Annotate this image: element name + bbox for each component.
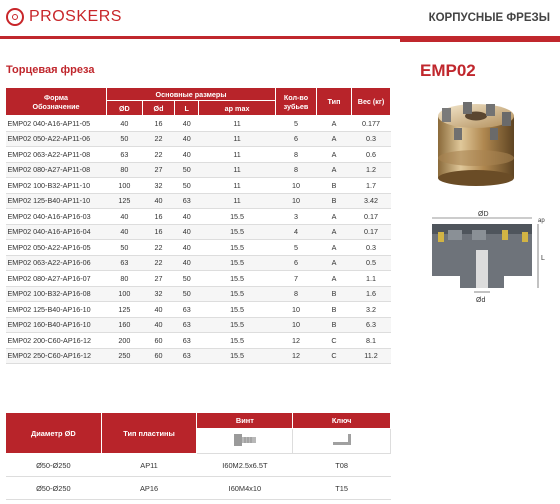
table-cell: 40	[107, 209, 143, 225]
table-cell: 11	[199, 193, 276, 209]
table-cell: 100	[107, 286, 143, 302]
table-cell: 6.3	[352, 317, 391, 333]
table-cell: 10	[276, 317, 317, 333]
table-cell: 15.5	[199, 348, 276, 364]
table-cell: 10	[276, 178, 317, 194]
table-cell: 40	[175, 116, 199, 132]
table-cell: 16	[142, 209, 175, 225]
table-cell: 40	[142, 317, 175, 333]
torx-key-icon	[327, 431, 357, 449]
table-cell: 22	[142, 147, 175, 163]
table-row	[6, 178, 391, 194]
label-d: Ød	[476, 297, 486, 304]
table-cell: 32	[142, 178, 175, 194]
table-row	[6, 286, 391, 302]
table-cell: 40	[142, 302, 175, 318]
table-cell: 15.5	[199, 255, 276, 271]
table-cell: 100	[107, 178, 143, 194]
cell-designation: EMP02 125-B40-AP16-10	[6, 302, 107, 318]
table-cell: A	[317, 240, 352, 256]
table-cell: 16	[142, 116, 175, 132]
table-cell: 50	[107, 131, 143, 147]
table-row	[6, 193, 391, 209]
table-cell: 125	[107, 302, 143, 318]
table-cell: 40	[107, 224, 143, 240]
cell-designation: EMP02 250-C60-AP16-12	[6, 348, 107, 364]
table-cell: 1.2	[352, 162, 391, 178]
table-cell: 40	[107, 116, 143, 132]
table-row	[6, 131, 391, 147]
table-cell: 63	[175, 317, 199, 333]
dimension-drawing	[418, 210, 558, 310]
table-cell: 3.42	[352, 193, 391, 209]
col-screw: Винт	[197, 413, 293, 429]
model-title: EMP02	[420, 61, 476, 80]
page-category: КОРПУСНЫЕ ФРЕЗЫ	[428, 12, 550, 24]
table-cell: B	[317, 178, 352, 194]
table-cell: A	[317, 131, 352, 147]
table-cell: 27	[142, 271, 175, 287]
table-cell: Ø50-Ø250	[6, 454, 102, 477]
table-row	[6, 333, 391, 349]
table-cell: I60M4x10	[197, 477, 293, 500]
table-cell: 12	[276, 333, 317, 349]
table-row	[6, 477, 391, 500]
screw-icon	[230, 431, 260, 449]
table-cell: 160	[107, 317, 143, 333]
section-title: Торцевая фреза	[6, 64, 95, 76]
table-cell: 11	[199, 162, 276, 178]
table-cell: 3	[276, 209, 317, 225]
table-cell: 5	[276, 116, 317, 132]
col-weight: Вес (кг)	[352, 88, 391, 116]
table-cell: 3.2	[352, 302, 391, 318]
col-key: Ключ	[293, 413, 391, 429]
header-divider-accent	[400, 36, 560, 42]
table-row	[6, 162, 391, 178]
table-cell: A	[317, 116, 352, 132]
col-teeth: Кол-во зубьев	[276, 88, 317, 116]
table-cell: 0.177	[352, 116, 391, 132]
table-cell: AP11	[101, 454, 197, 477]
table-row	[6, 224, 391, 240]
table-cell: 15.5	[199, 286, 276, 302]
col-form-label: Форма	[43, 92, 69, 102]
table-cell: 50	[175, 271, 199, 287]
table-cell: 22	[142, 255, 175, 271]
table-cell: 8	[276, 162, 317, 178]
table-cell: T08	[293, 454, 391, 477]
table-cell: 63	[175, 348, 199, 364]
table-cell: I60M2.5x6.5T	[197, 454, 293, 477]
cell-designation: EMP02 125-B40-AP11-10	[6, 193, 107, 209]
key-image	[293, 429, 391, 454]
table-cell: 15.5	[199, 271, 276, 287]
col-main-dims: Основные размеры	[107, 88, 276, 101]
table-cell: 40	[175, 224, 199, 240]
col-ap: ap max	[199, 101, 276, 116]
cell-designation: EMP02 100-B32-AP16-08	[6, 286, 107, 302]
table-cell: 15.5	[199, 317, 276, 333]
table-cell: 0.3	[352, 240, 391, 256]
table-cell: 200	[107, 333, 143, 349]
table-row	[6, 302, 391, 318]
insert-icon	[438, 232, 444, 242]
table-cell: 40	[175, 240, 199, 256]
cell-designation: EMP02 100-B32-AP11-10	[6, 178, 107, 194]
table-cell: B	[317, 193, 352, 209]
table-cell: 15.5	[199, 224, 276, 240]
spec-table	[5, 87, 391, 364]
table-cell: AP16	[101, 477, 197, 500]
table-cell: A	[317, 162, 352, 178]
table-cell: 125	[107, 193, 143, 209]
cell-designation: EMP02 050-A22-AP11-06	[6, 131, 107, 147]
cell-designation: EMP02 160-B40-AP16-10	[6, 317, 107, 333]
table-cell: 50	[175, 178, 199, 194]
table-cell: 80	[107, 162, 143, 178]
table-cell: 8	[276, 147, 317, 163]
table-cell: 40	[142, 193, 175, 209]
table-cell: A	[317, 224, 352, 240]
table-cell: 8.1	[352, 333, 391, 349]
table-cell: C	[317, 348, 352, 364]
table-cell: 6	[276, 131, 317, 147]
col-L: L	[175, 101, 199, 116]
brand-mark-icon	[6, 8, 24, 26]
table-cell: B	[317, 286, 352, 302]
table-cell: 63	[107, 255, 143, 271]
table-cell: 40	[175, 255, 199, 271]
table-cell: 0.17	[352, 224, 391, 240]
label-D: ØD	[478, 211, 489, 218]
table-row	[6, 255, 391, 271]
table-cell: 50	[175, 162, 199, 178]
col-D: ØD	[107, 101, 143, 116]
table-cell: 50	[107, 240, 143, 256]
table-cell: 80	[107, 271, 143, 287]
table-cell: 5	[276, 240, 317, 256]
table-cell: 63	[175, 333, 199, 349]
product-photo	[428, 98, 524, 188]
table-row	[6, 147, 391, 163]
table-cell: 11.2	[352, 348, 391, 364]
table-cell: 63	[175, 193, 199, 209]
col-designation	[6, 88, 107, 116]
table-cell: 11	[199, 131, 276, 147]
cell-designation: EMP02 063-A22-AP16-06	[6, 255, 107, 271]
table-cell: 22	[142, 240, 175, 256]
table-cell: C	[317, 333, 352, 349]
cell-designation: EMP02 050-A22-AP16-05	[6, 240, 107, 256]
col-type: Тип	[317, 88, 352, 116]
table-cell: 250	[107, 348, 143, 364]
table-row	[6, 209, 391, 225]
table-cell: 27	[142, 162, 175, 178]
cell-designation: EMP02 040-A16-AP16-03	[6, 209, 107, 225]
table-cell: 11	[199, 116, 276, 132]
table-cell: 63	[175, 302, 199, 318]
col-diameter: Диаметр ØD	[6, 413, 102, 454]
table-cell: 15.5	[199, 209, 276, 225]
table-cell: 60	[142, 333, 175, 349]
table-cell: 50	[175, 286, 199, 302]
table-cell: 6	[276, 255, 317, 271]
label-ap: ap	[538, 218, 545, 224]
table-row	[6, 116, 391, 132]
table-cell: 10	[276, 193, 317, 209]
table-cell: 1.7	[352, 178, 391, 194]
cell-designation: EMP02 040-A16-AP11-05	[6, 116, 107, 132]
table-cell: A	[317, 255, 352, 271]
table-cell: 63	[107, 147, 143, 163]
table-cell: 0.5	[352, 255, 391, 271]
table-cell: 12	[276, 348, 317, 364]
table-cell: 8	[276, 286, 317, 302]
table-row	[6, 348, 391, 364]
table-cell: 15.5	[199, 240, 276, 256]
table-cell: 1.6	[352, 286, 391, 302]
table-cell: 15.5	[199, 302, 276, 318]
table-cell: 22	[142, 131, 175, 147]
table-cell: 32	[142, 286, 175, 302]
table-cell: 11	[199, 178, 276, 194]
table-cell: A	[317, 147, 352, 163]
table-cell: T15	[293, 477, 391, 500]
table-cell: 15.5	[199, 333, 276, 349]
table-cell: 4	[276, 224, 317, 240]
table-cell: 40	[175, 131, 199, 147]
brand-name: PROSKERS	[29, 8, 122, 25]
label-L: L	[541, 255, 545, 262]
table-cell: 16	[142, 224, 175, 240]
table-cell: 10	[276, 302, 317, 318]
col-insert: Тип пластины	[101, 413, 197, 454]
cell-designation: EMP02 040-A16-AP16-04	[6, 224, 107, 240]
table-cell: 11	[199, 147, 276, 163]
table-cell: B	[317, 302, 352, 318]
table-row	[6, 271, 391, 287]
table-cell: Ø50-Ø250	[6, 477, 102, 500]
table-cell: 60	[142, 348, 175, 364]
brand-logo	[6, 6, 122, 28]
cell-designation: EMP02 200-C60-AP16-12	[6, 333, 107, 349]
col-d: Ød	[142, 101, 175, 116]
col-designation-label: Обозначение	[32, 101, 80, 111]
table-cell: A	[317, 209, 352, 225]
table-cell: 40	[175, 209, 199, 225]
table-cell: 40	[175, 147, 199, 163]
table-cell: A	[317, 271, 352, 287]
cell-designation: EMP02 080-A27-AP16-07	[6, 271, 107, 287]
table-cell: 7	[276, 271, 317, 287]
cell-designation: EMP02 063-A22-AP11-08	[6, 147, 107, 163]
table-row	[6, 317, 391, 333]
table-cell: 0.6	[352, 147, 391, 163]
table-row	[6, 454, 391, 477]
table-cell: 1.1	[352, 271, 391, 287]
screw-image	[197, 429, 293, 454]
cell-designation: EMP02 080-A27-AP11-08	[6, 162, 107, 178]
table-cell: 0.3	[352, 131, 391, 147]
table-row	[6, 240, 391, 256]
accessories-table	[5, 412, 391, 500]
table-cell: B	[317, 317, 352, 333]
table-cell: 0.17	[352, 209, 391, 225]
